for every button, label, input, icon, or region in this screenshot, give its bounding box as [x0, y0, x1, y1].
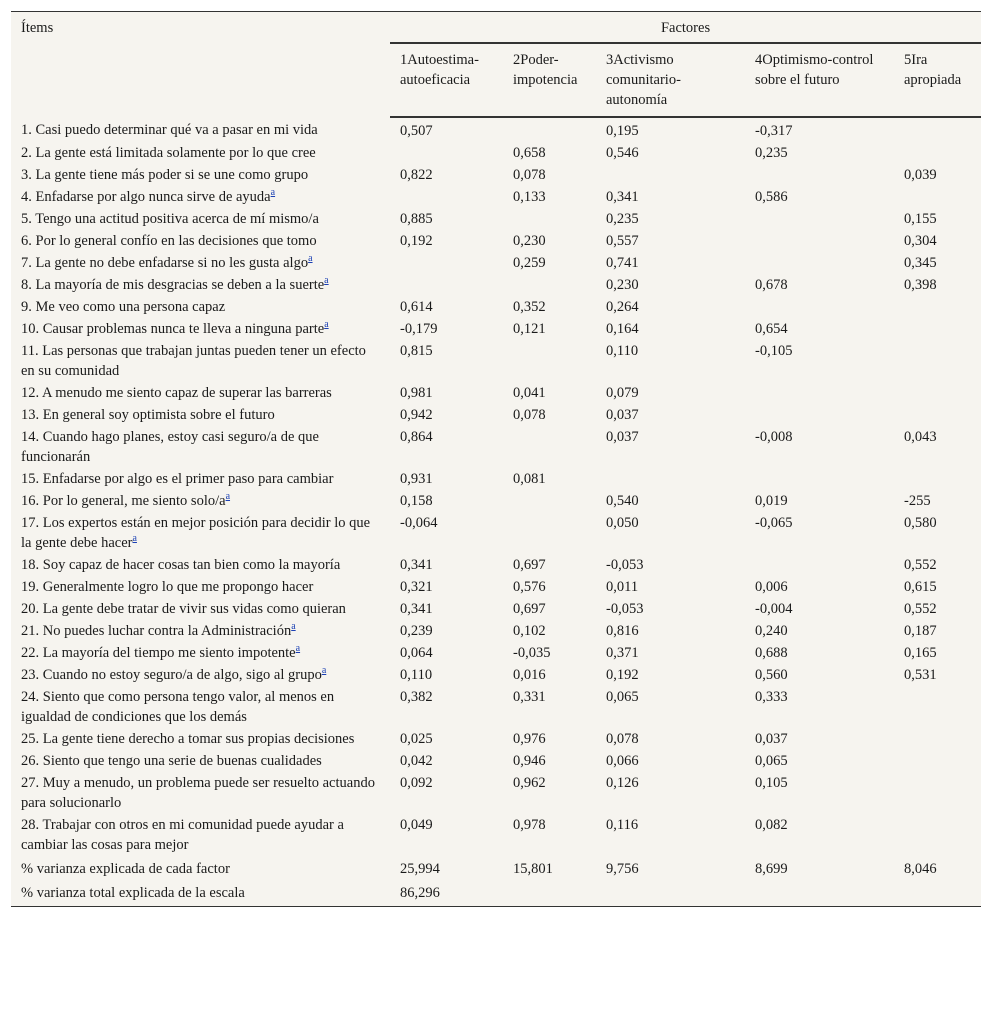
item-text: 20. La gente debe tratar de vivir sus vidas como quieran — [21, 601, 346, 617]
loading-cell-factor-5: -255 — [904, 493, 931, 509]
loading-cell-factor-5 — [894, 117, 981, 142]
loading-cell-factor-2: 0,102 — [513, 623, 546, 639]
loading-cell-factor-3: 0,264 — [606, 299, 639, 315]
loading-cell-factor-1: 0,321 — [400, 579, 433, 595]
table-row — [11, 340, 981, 382]
loading-cell-factor-1: 0,110 — [400, 667, 433, 683]
loading-cell-factor-3: 0,037 — [606, 429, 639, 445]
loading-cell-factor-1: 0,822 — [400, 167, 433, 183]
table-row — [11, 772, 981, 814]
factor-column-header-4: 4Optimismo-control sobre el futuro — [745, 43, 894, 117]
loading-cell-factor-3: 0,116 — [606, 817, 639, 833]
loading-cell-factor-4: 0,333 — [755, 689, 788, 705]
loading-cell-factor-2: 0,230 — [513, 233, 546, 249]
loading-cell-factor-4: 0,019 — [755, 493, 788, 509]
factor-column-header-3: 3Activismo comunitario-autonomía — [596, 43, 745, 117]
footnote-link[interactable]: a — [324, 319, 329, 331]
loading-cell-factor-2: 0,041 — [513, 385, 546, 401]
loading-cell-factor-4 — [745, 296, 894, 318]
item-cell — [11, 772, 390, 814]
item-cell — [11, 620, 390, 642]
summary-value-factor-2: 15,801 — [513, 861, 553, 877]
loading-cell-factor-4: 0,560 — [755, 667, 788, 683]
loading-cell-factor-1: 0,042 — [400, 753, 433, 769]
table-row — [11, 382, 981, 404]
loading-cell-factor-1: 0,981 — [400, 385, 433, 401]
item-cell — [11, 598, 390, 620]
item-text: 21. No puedes luchar contra la Administración — [21, 623, 292, 639]
item-cell — [11, 404, 390, 426]
item-text: 26. Siento que tengo una serie de buenas cualidades — [21, 753, 322, 769]
loading-cell-factor-1: 0,192 — [400, 233, 433, 249]
factor-loadings-table-container — [11, 11, 981, 907]
loading-cell-factor-2: 0,121 — [513, 321, 546, 337]
loading-cell-factor-5: 0,039 — [904, 167, 937, 183]
loading-cell-factor-5 — [894, 404, 981, 426]
loading-cell-factor-3: 0,126 — [606, 775, 639, 791]
table-row — [11, 620, 981, 642]
loading-cell-factor-2: 0,658 — [513, 145, 546, 161]
loading-cell-factor-5: 0,552 — [904, 601, 937, 617]
loading-cell-factor-3: 0,065 — [606, 689, 639, 705]
loading-cell-factor-2 — [503, 512, 596, 554]
loading-cell-factor-3: 0,230 — [606, 277, 639, 293]
loading-cell-factor-2 — [503, 340, 596, 382]
item-cell — [11, 230, 390, 252]
table-row — [11, 252, 981, 274]
loading-cell-factor-3: 0,079 — [606, 385, 639, 401]
item-cell — [11, 468, 390, 490]
loading-cell-factor-2: 0,133 — [513, 189, 546, 205]
footnote-link[interactable]: a — [308, 253, 313, 265]
loading-cell-factor-3: 0,557 — [606, 233, 639, 249]
item-cell — [11, 642, 390, 664]
item-text: 11. Las personas que trabajan juntas pueden tener un efecto en su comunidad — [21, 343, 366, 379]
loading-cell-factor-4: -0,065 — [755, 515, 793, 531]
summary-value-factor-1: 25,994 — [400, 861, 440, 877]
loading-cell-factor-1: 0,507 — [400, 123, 433, 139]
loading-cell-factor-4: 0,586 — [755, 189, 788, 205]
loading-cell-factor-5 — [894, 686, 981, 728]
item-cell — [11, 340, 390, 382]
loading-cell-factor-2 — [503, 490, 596, 512]
factor-column-header-5: 5Ira apropiada — [894, 43, 981, 117]
loading-cell-factor-5 — [894, 186, 981, 208]
table-row — [11, 664, 981, 686]
item-text: 5. Tengo una actitud positiva acerca de mí mismo/a — [21, 211, 319, 227]
loading-cell-factor-2: 0,352 — [513, 299, 546, 315]
item-text: 13. En general soy optimista sobre el futuro — [21, 407, 275, 423]
item-text: 28. Trabajar con otros en mi comunidad puede ayudar a cambiar las cosas para mejor — [21, 817, 344, 853]
item-cell — [11, 554, 390, 576]
loading-cell-factor-5: 0,155 — [904, 211, 937, 227]
loading-cell-factor-3: 0,816 — [606, 623, 639, 639]
loading-cell-factor-4: 0,240 — [755, 623, 788, 639]
loading-cell-factor-1: 0,815 — [400, 343, 433, 359]
table-row — [11, 274, 981, 296]
loading-cell-factor-1: 0,341 — [400, 601, 433, 617]
loading-cell-factor-1: 0,341 — [400, 557, 433, 573]
loading-cell-factor-3: 0,192 — [606, 667, 639, 683]
footnote-link[interactable]: a — [270, 187, 276, 199]
item-text: 2. La gente está limitada solamente por lo que cree — [21, 145, 316, 161]
loading-cell-factor-4: -0,004 — [755, 601, 793, 617]
item-text: 1. Casi puedo determinar qué va a pasar en mi vida — [21, 122, 318, 138]
loading-cell-factor-4: -0,008 — [755, 429, 793, 445]
loading-cell-factor-5 — [894, 728, 981, 750]
loading-cell-factor-2: 0,978 — [513, 817, 546, 833]
loading-cell-factor-5: 0,531 — [904, 667, 937, 683]
loading-cell-factor-2 — [503, 274, 596, 296]
loading-cell-factor-4: 0,037 — [755, 731, 788, 747]
table-row — [11, 554, 981, 576]
loading-cell-factor-3: 0,195 — [606, 123, 639, 139]
loading-cell-factor-5: 0,187 — [904, 623, 937, 639]
loading-cell-factor-3: -0,053 — [606, 557, 644, 573]
loading-cell-factor-5 — [894, 340, 981, 382]
table-row — [11, 728, 981, 750]
item-cell — [11, 490, 390, 512]
table-body — [11, 117, 981, 906]
loading-cell-factor-3: 0,110 — [606, 343, 639, 359]
loading-cell-factor-4: 0,688 — [755, 645, 788, 661]
factors-group-header: Factores — [390, 12, 981, 43]
table-row — [11, 814, 981, 856]
item-text: 12. A menudo me siento capaz de superar las barreras — [21, 385, 332, 401]
item-text: 4. Enfadarse por algo nunca sirve de ayuda — [21, 189, 271, 205]
loading-cell-factor-1: 0,158 — [400, 493, 433, 509]
loading-cell-factor-2: 0,576 — [513, 579, 546, 595]
loading-cell-factor-3: 0,341 — [606, 189, 639, 205]
factor-loadings-table — [11, 12, 981, 906]
loading-cell-factor-4: 0,105 — [755, 775, 788, 791]
loading-cell-factor-1: 0,614 — [400, 299, 433, 315]
item-cell — [11, 750, 390, 772]
summary-value-factor-2 — [503, 880, 596, 906]
loading-cell-factor-4 — [745, 468, 894, 490]
summary-value-factor-3: 9,756 — [606, 861, 639, 877]
table-row — [11, 230, 981, 252]
loading-cell-factor-2: 0,078 — [513, 167, 546, 183]
item-text: 15. Enfadarse por algo es el primer paso para cambiar — [21, 471, 334, 487]
loading-cell-factor-2: 0,081 — [513, 471, 546, 487]
loading-cell-factor-1: 0,239 — [400, 623, 433, 639]
summary-value-factor-4 — [745, 880, 894, 906]
loading-cell-factor-1: 0,064 — [400, 645, 433, 661]
table-row — [11, 117, 981, 142]
loading-cell-factor-1: 0,382 — [400, 689, 433, 705]
loading-cell-factor-5: 0,552 — [904, 557, 937, 573]
loading-cell-factor-4: -0,105 — [755, 343, 793, 359]
loading-cell-factor-4 — [745, 208, 894, 230]
loading-cell-factor-5 — [894, 296, 981, 318]
loading-cell-factor-2: 0,331 — [513, 689, 546, 705]
summary-value-factor-4: 8,699 — [755, 861, 788, 877]
item-cell — [11, 382, 390, 404]
loading-cell-factor-2: 0,259 — [513, 255, 546, 271]
loading-cell-factor-3: 0,235 — [606, 211, 639, 227]
item-cell — [11, 252, 390, 274]
item-text: 8. La mayoría de mis desgracias se deben a la suerte — [21, 277, 325, 293]
footnote-link[interactable]: a — [132, 533, 137, 545]
table-row — [11, 642, 981, 664]
item-text: 23. Cuando no estoy seguro/a de algo, sigo al grupo — [21, 667, 322, 683]
table-row — [11, 750, 981, 772]
loading-cell-factor-3: -0,053 — [606, 601, 644, 617]
loading-cell-factor-4 — [745, 404, 894, 426]
loading-cell-factor-2: -0,035 — [513, 645, 551, 661]
summary-row — [11, 856, 981, 880]
item-cell — [11, 186, 390, 208]
factor-column-header-1: 1Autoestima-autoeficacia — [390, 43, 503, 117]
loading-cell-factor-3 — [596, 164, 745, 186]
table-row — [11, 164, 981, 186]
item-text: 9. Me veo como una persona capaz — [21, 299, 226, 315]
loading-cell-factor-5: 0,345 — [904, 255, 937, 271]
loading-cell-factor-5: 0,398 — [904, 277, 937, 293]
item-text: 6. Por lo general confío en las decisiones que tomo — [21, 233, 317, 249]
item-text: 27. Muy a menudo, un problema puede ser resuelto actuando para solucionarlo — [21, 775, 375, 811]
loading-cell-factor-5 — [894, 468, 981, 490]
loading-cell-factor-5 — [894, 772, 981, 814]
table-row — [11, 468, 981, 490]
item-text: 18. Soy capaz de hacer cosas tan bien como la mayoría — [21, 557, 341, 573]
loading-cell-factor-4 — [745, 252, 894, 274]
summary-value-factor-5 — [894, 880, 981, 906]
loading-cell-factor-1: 0,942 — [400, 407, 433, 423]
item-cell — [11, 426, 390, 468]
loading-cell-factor-4 — [745, 164, 894, 186]
table-row — [11, 186, 981, 208]
loading-cell-factor-5: 0,615 — [904, 579, 937, 595]
item-text: 3. La gente tiene más poder si se une como grupo — [21, 167, 309, 183]
loading-cell-factor-5 — [894, 750, 981, 772]
loading-cell-factor-3: 0,066 — [606, 753, 639, 769]
loading-cell-factor-4: 0,065 — [755, 753, 788, 769]
loading-cell-factor-1 — [390, 142, 503, 164]
summary-value-factor-1: 86,296 — [400, 885, 440, 901]
loading-cell-factor-4: -0,317 — [755, 123, 793, 139]
loading-cell-factor-1: -0,064 — [400, 515, 438, 531]
summary-label: % varianza total explicada de la escala — [21, 885, 245, 901]
loading-cell-factor-1 — [390, 274, 503, 296]
table-row — [11, 490, 981, 512]
loading-cell-factor-2: 0,016 — [513, 667, 546, 683]
footnote-link[interactable]: a — [291, 621, 296, 633]
item-cell — [11, 512, 390, 554]
item-cell — [11, 142, 390, 164]
item-cell — [11, 576, 390, 598]
loading-cell-factor-4: 0,006 — [755, 579, 788, 595]
loading-cell-factor-1: 0,025 — [400, 731, 433, 747]
item-cell — [11, 117, 390, 142]
table-row — [11, 208, 981, 230]
item-cell — [11, 686, 390, 728]
loading-cell-factor-4: 0,654 — [755, 321, 788, 337]
loading-cell-factor-3: 0,011 — [606, 579, 639, 595]
loading-cell-factor-5: 0,580 — [904, 515, 937, 531]
loading-cell-factor-4 — [745, 382, 894, 404]
loading-cell-factor-3: 0,037 — [606, 407, 639, 423]
item-text: 14. Cuando hago planes, estoy casi seguro/a de que funcionarán — [21, 429, 319, 465]
loading-cell-factor-2: 0,697 — [513, 557, 546, 573]
footnote-link[interactable]: a — [321, 665, 327, 677]
item-cell — [11, 208, 390, 230]
loading-cell-factor-4: 0,678 — [755, 277, 788, 293]
loading-cell-factor-3: 0,540 — [606, 493, 639, 509]
table-row — [11, 142, 981, 164]
table-row — [11, 598, 981, 620]
table-row — [11, 576, 981, 598]
loading-cell-factor-1: 0,885 — [400, 211, 433, 227]
item-text: 24. Siento que como persona tengo valor, al menos en igualdad de condiciones que los demás — [21, 689, 335, 725]
factor-column-header-2: 2Poder-impotencia — [503, 43, 596, 117]
loading-cell-factor-3: 0,546 — [606, 145, 639, 161]
loading-cell-factor-1: -0,179 — [400, 321, 438, 337]
loading-cell-factor-5 — [894, 382, 981, 404]
table-row — [11, 512, 981, 554]
loading-cell-factor-4: 0,235 — [755, 145, 788, 161]
loading-cell-factor-5: 0,165 — [904, 645, 937, 661]
loading-cell-factor-1: 0,092 — [400, 775, 433, 791]
table-row — [11, 686, 981, 728]
loading-cell-factor-1: 0,864 — [400, 429, 433, 445]
item-cell — [11, 814, 390, 856]
item-cell — [11, 164, 390, 186]
loading-cell-factor-2: 0,976 — [513, 731, 546, 747]
item-cell — [11, 728, 390, 750]
summary-row — [11, 880, 981, 906]
item-cell — [11, 296, 390, 318]
item-text: 25. La gente tiene derecho a tomar sus propias decisiones — [21, 731, 355, 747]
summary-value-factor-5: 8,046 — [904, 861, 937, 877]
loading-cell-factor-5: 0,304 — [904, 233, 937, 249]
loading-cell-factor-3: 0,164 — [606, 321, 639, 337]
loading-cell-factor-1 — [390, 252, 503, 274]
loading-cell-factor-2: 0,946 — [513, 753, 546, 769]
footnote-link[interactable]: a — [225, 491, 231, 503]
table-row — [11, 318, 981, 340]
summary-value-factor-3 — [596, 880, 745, 906]
loading-cell-factor-2 — [503, 117, 596, 142]
loading-cell-factor-3: 0,078 — [606, 731, 639, 747]
item-text: 7. La gente no debe enfadarse si no les gusta algo — [21, 255, 309, 271]
loading-cell-factor-5 — [894, 814, 981, 856]
table-row — [11, 296, 981, 318]
loading-cell-factor-2: 0,962 — [513, 775, 546, 791]
loading-cell-factor-2: 0,697 — [513, 601, 546, 617]
table-row — [11, 404, 981, 426]
item-text: 17. Los expertos están en mejor posición para decidir lo que la gente debe hacer — [21, 515, 371, 551]
loading-cell-factor-5 — [894, 318, 981, 340]
summary-label: % varianza explicada de cada factor — [21, 861, 230, 877]
loading-cell-factor-3: 0,050 — [606, 515, 639, 531]
item-cell — [11, 318, 390, 340]
item-text: 10. Causar problemas nunca te lleva a ninguna parte — [21, 321, 325, 337]
loading-cell-factor-3: 0,741 — [606, 255, 639, 271]
loading-cell-factor-1 — [390, 186, 503, 208]
loading-cell-factor-2 — [503, 426, 596, 468]
loading-cell-factor-4 — [745, 230, 894, 252]
footnote-link[interactable]: a — [324, 275, 329, 287]
loading-cell-factor-5: 0,043 — [904, 429, 937, 445]
loading-cell-factor-3: 0,371 — [606, 645, 639, 661]
item-text: 19. Generalmente logro lo que me propongo hacer — [21, 579, 314, 595]
loading-cell-factor-3 — [596, 468, 745, 490]
loading-cell-factor-5 — [894, 142, 981, 164]
loading-cell-factor-4 — [745, 554, 894, 576]
item-cell — [11, 274, 390, 296]
table-row — [11, 426, 981, 468]
item-text: 16. Por lo general, me siento solo/a — [21, 493, 226, 509]
loading-cell-factor-1: 0,931 — [400, 471, 433, 487]
footnote-link[interactable]: a — [295, 643, 301, 655]
loading-cell-factor-2 — [503, 208, 596, 230]
loading-cell-factor-1: 0,049 — [400, 817, 433, 833]
items-column-header: Ítems — [21, 20, 54, 36]
loading-cell-factor-4: 0,082 — [755, 817, 788, 833]
item-cell — [11, 664, 390, 686]
loading-cell-factor-2: 0,078 — [513, 407, 546, 423]
item-text: 22. La mayoría del tiempo me siento impotente — [21, 645, 296, 661]
